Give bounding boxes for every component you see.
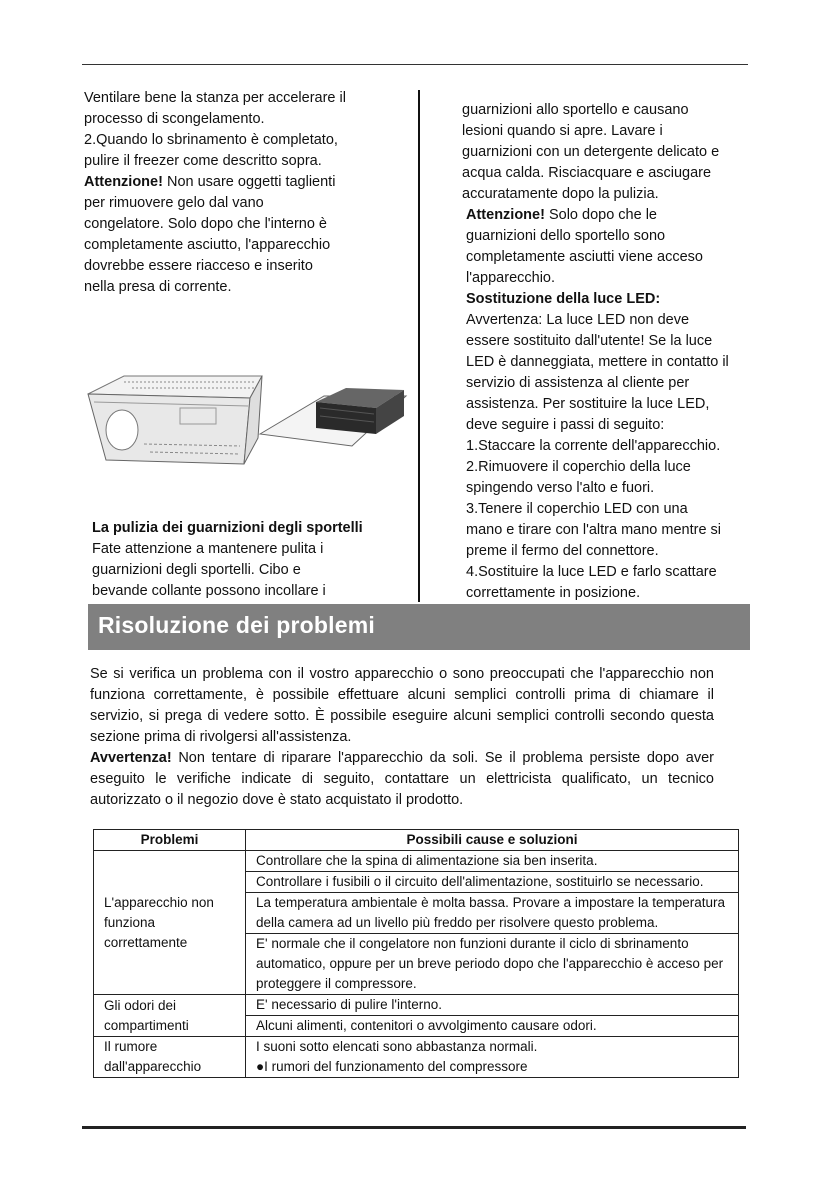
text-line: assistenza. Per sostituire la luce LED, bbox=[466, 396, 710, 412]
text-line: completamente asciutto, l'apparecchio bbox=[84, 237, 331, 253]
drawer-and-cover-illustration bbox=[84, 372, 410, 472]
section-banner bbox=[88, 604, 750, 650]
warning-label: Avvertenza! bbox=[90, 750, 172, 766]
text-line: servizio di assistenza al cliente per bbox=[466, 375, 690, 391]
intro-paragraph: Se si verifica un problema con il vostro apparecchio o sono preoccupati che l'apparecchio non funziona correttamente, è possibile effettuare alcuni semplici controlli prima di chiamare il servizio, si prega di vedere sotto. È possibile eseguire alcuni semplici controlli secondo questa sezione prima di rivolgersi all'assistenza. bbox=[90, 666, 714, 745]
section-title: Risoluzione dei problemi bbox=[98, 612, 375, 638]
text-line: guarnizioni con un detergente delicato e bbox=[462, 144, 720, 160]
cleaning-title: La pulizia dei guarnizioni degli sportelli bbox=[92, 520, 363, 536]
solution-cell: I suoni sotto elencati sono abbastanza normali. ●I rumori del funzionamento del compressore bbox=[246, 1037, 739, 1078]
text-line: congelatore. Solo dopo che l'interno è bbox=[84, 216, 327, 232]
text-line: 1.Staccare la corrente dell'apparecchio. bbox=[466, 438, 721, 454]
bottom-rule bbox=[82, 1126, 746, 1129]
led-section-title bbox=[462, 289, 762, 310]
text-line: 4.Sostituire la luce LED e farlo scattare bbox=[466, 564, 717, 580]
text-line: mano e tirare con l'altra mano mentre si bbox=[466, 522, 722, 538]
column-divider bbox=[418, 90, 420, 602]
text-line: guarnizioni dello sportello sono bbox=[466, 228, 666, 244]
text-line: acqua calda. Risciacquare e asciugare bbox=[462, 165, 712, 181]
text-line: 3.Tenere il coperchio LED con una bbox=[466, 501, 688, 517]
drawer-illustration bbox=[84, 372, 410, 472]
text-line: Solo dopo che le bbox=[544, 207, 657, 223]
attention-line bbox=[84, 172, 410, 193]
header-solutions: Possibili cause e soluzioni bbox=[246, 830, 739, 851]
solution-cell: La temperatura ambientale è molta bassa. Provare a impostare la temperatura della camera ad un livello più freddo per risolvere questo problema. bbox=[246, 893, 739, 934]
door-seal-cleaning-section bbox=[92, 518, 412, 602]
text-line: lesioni quando si apre. Lavare i bbox=[462, 123, 663, 139]
right-column bbox=[462, 100, 762, 604]
text-line: pulire il freezer come descritto sopra. bbox=[84, 153, 322, 169]
warning-paragraph bbox=[90, 748, 714, 811]
problem-cell: Il rumore dall'apparecchio bbox=[94, 1037, 246, 1078]
table-row bbox=[94, 1037, 739, 1078]
section-title bbox=[92, 518, 412, 539]
problem-cell: L'apparecchio non funziona correttamente bbox=[94, 851, 246, 995]
text-line: bevande collante possono incollare i bbox=[92, 583, 326, 599]
text-line: Non usare oggetti taglienti bbox=[162, 174, 336, 190]
text-line: processo di scongelamento. bbox=[84, 111, 265, 127]
text-line: dovrebbe essere riacceso e inserito bbox=[84, 258, 313, 274]
attention-label: Attenzione! bbox=[466, 207, 545, 223]
text-line: essere sostituito dall'utente! Se la luce bbox=[466, 333, 713, 349]
text-line: spingendo verso l'alto e fuori. bbox=[466, 480, 655, 496]
text-line: 2.Quando lo sbrinamento è completato, bbox=[84, 132, 338, 148]
text-line: nella presa di corrente. bbox=[84, 279, 232, 295]
text-line: per rimuovere gelo dal vano bbox=[84, 195, 264, 211]
text-line: guarnizioni allo sportello e causano bbox=[462, 102, 689, 118]
solution-cell: Controllare i fusibili o il circuito dell'alimentazione, sostituirlo se necessario. bbox=[246, 872, 739, 893]
table-row bbox=[94, 851, 739, 872]
solution-cell: E' necessario di pulire l'interno. bbox=[246, 995, 739, 1016]
solution-cell: Alcuni alimenti, contenitori o avvolgimento causare odori. bbox=[246, 1016, 739, 1037]
table-header-row bbox=[94, 830, 739, 851]
text-line: Fate attenzione a mantenere pulita i bbox=[92, 541, 324, 557]
text-line: LED è danneggiata, mettere in contatto il bbox=[466, 354, 729, 370]
text-line: preme il fermo del connettore. bbox=[466, 543, 659, 559]
text-line: completamente asciutti viene acceso bbox=[466, 249, 703, 265]
text-line: deve seguire i passi di seguito: bbox=[466, 417, 665, 433]
problem-cell: Gli odori dei compartimenti bbox=[94, 995, 246, 1037]
text-line: Ventilare bene la stanza per accelerare il bbox=[84, 90, 346, 106]
solution-cell: E' normale che il congelatore non funzioni durante il ciclo di sbrinamento automatico, oppure per un breve periodo dopo che l'apparecchio è acceso per proteggere il compressore. bbox=[246, 934, 739, 995]
text-line: accuratamente dopo la pulizia. bbox=[462, 186, 659, 202]
solution-cell: Controllare che la spina di alimentazione sia ben inserita. bbox=[246, 851, 739, 872]
text-line: l'apparecchio. bbox=[466, 270, 556, 286]
text-line: correttamente in posizione. bbox=[466, 585, 641, 601]
text-line: Avvertenza: La luce LED non deve bbox=[466, 312, 690, 328]
header-problems: Problemi bbox=[94, 830, 246, 851]
warning-text: Non tentare di riparare l'apparecchio da soli. Se il problema persiste dopo aver eseguito le verifiche indicate di seguito, contattare un elettricista qualificato, un tecnico autorizzato o il negozio dove è stato acquistato il prodotto. bbox=[90, 750, 714, 808]
top-rule bbox=[82, 64, 748, 65]
left-column bbox=[84, 88, 410, 298]
table-row bbox=[94, 995, 739, 1016]
attention-line bbox=[462, 205, 762, 226]
troubleshooting-intro bbox=[90, 664, 714, 811]
led-title: Sostituzione della luce LED: bbox=[466, 291, 661, 307]
text-line: 2.Rimuovere il coperchio della luce bbox=[466, 459, 691, 475]
attention-label: Attenzione! bbox=[84, 174, 163, 190]
text-line: guarnizioni degli sportelli. Cibo e bbox=[92, 562, 301, 578]
troubleshooting-table bbox=[93, 829, 739, 1078]
